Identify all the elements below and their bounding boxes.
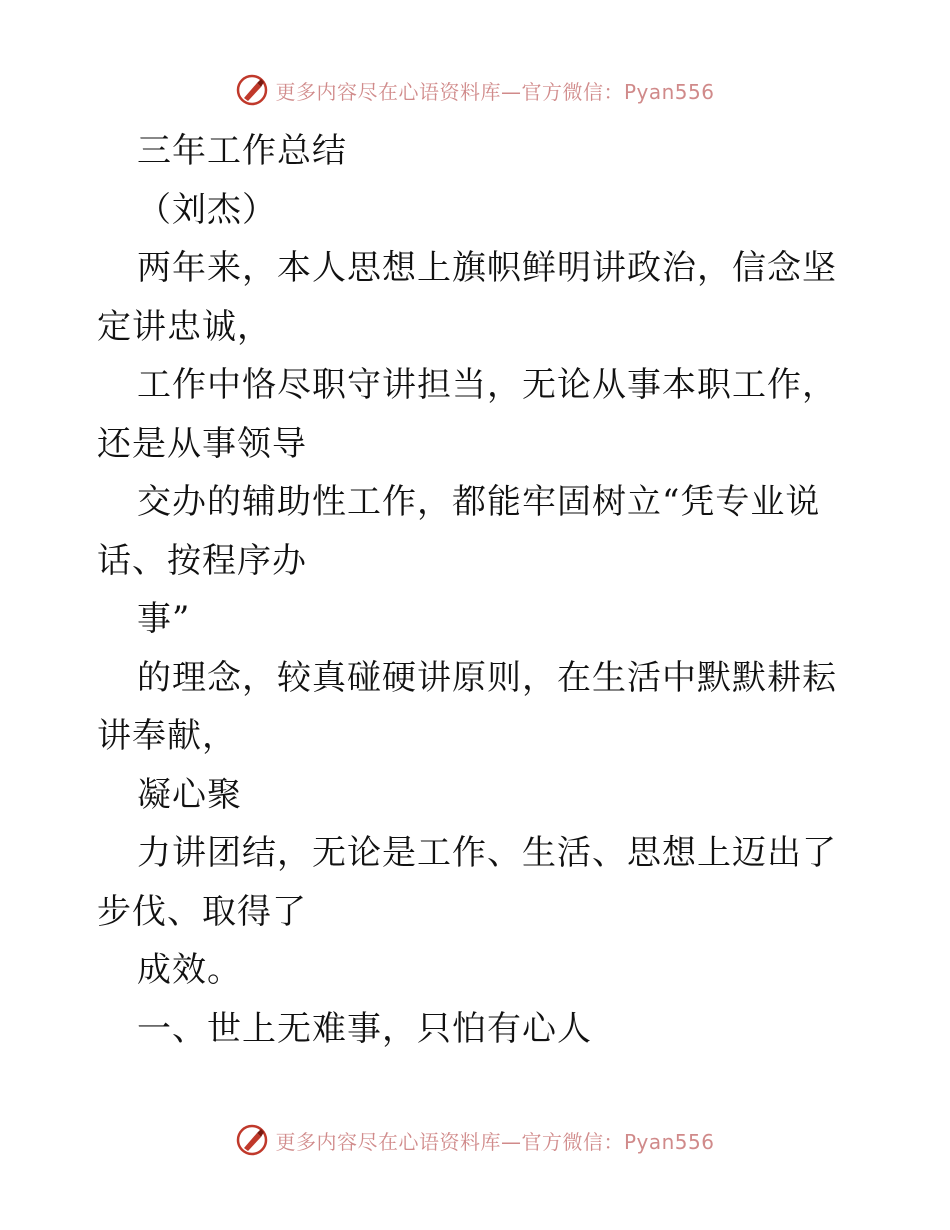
paragraph-line: 凝心聚 [137,774,242,815]
paragraph-line: 工作中恪尽职守讲担当，无论从事本职工作，还是从事领导 [97,365,837,464]
author-line: （刘杰） [137,189,277,230]
document-title: 三年工作总结 [137,131,347,171]
paragraph-line: 事” [137,599,191,639]
paragraph-line: 两年来，本人思想上旗帜鲜明讲政治，信念坚定讲忠诚， [97,248,837,347]
pen-logo-icon [235,73,269,107]
paragraph-line: 的理念，较真碰硬讲原则，在生活中默默耕耘讲奉献， [97,657,837,756]
document-body [97,122,857,1058]
section-heading: 一、世上无难事，只怕有心人 [137,1008,592,1049]
watermark-footer [0,1122,950,1158]
watermark-text: 更多内容尽在心语资料库—官方微信：Pyan556 [275,1129,715,1154]
paragraph-line: 成效。 [137,950,242,990]
watermark-text: 更多内容尽在心语资料库—官方微信：Pyan556 [275,79,715,104]
paragraph-line: 力讲团结，无论是工作、生活、思想上迈出了步伐、取得了 [97,833,837,932]
pen-logo-icon [235,1123,269,1157]
paragraph-line: 交办的辅助性工作，都能牢固树立“凭专业说话、按程序办 [97,482,821,581]
watermark-header [0,72,950,108]
